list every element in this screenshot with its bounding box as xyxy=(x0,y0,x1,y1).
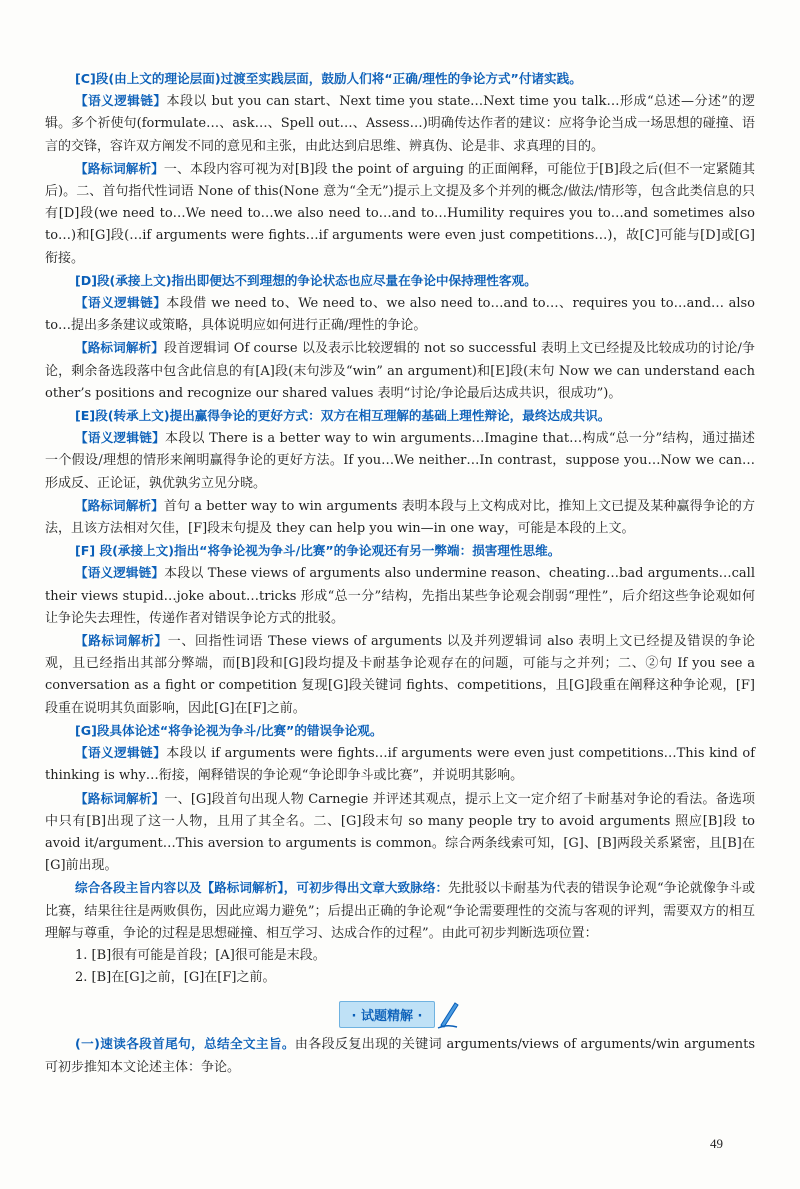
signpost-text: 一、回指性词语 These views of arguments 以及并列逻辑词 also 表明上文已经提及错误的争论观，且已经指出其部分弊端，而[B]段和[G]段均提及卡耐基争论观存在的问题，可能与之并列；二、②句 If you see a conversation as a fight or competition 复现[G]段关键词 fights、competitions，且[G]段重在阐释这种争论观，[F]段重在说明其负面影响，因此[G]在[F]之前。 xyxy=(45,634,756,716)
signpost-d xyxy=(45,337,755,405)
semantic-logic-text: 本段以 These views of arguments also undermine reason、cheating…bad arguments…call their views stupid…joke about…tricks 形成“总一分”结构，先指出某些争论观会削弱“理性”，后介绍这些争论观如何让争论失去理性，传递作者对错误争论方式的批驳。 xyxy=(45,566,755,626)
semantic-logic-f xyxy=(45,562,755,630)
paragraph-f-summary: [F] 段(承接上文)指出“将争论视为争斗/比赛”的争论观还有另一弊端：损害理性思维。 xyxy=(75,543,561,559)
semantic-logic-d xyxy=(45,292,755,337)
page-content xyxy=(45,68,755,1079)
signpost-tag: 【路标词解析】 xyxy=(75,497,164,513)
semantic-logic-text: 本段以 There is a better way to win arguments…Imagine that…构成“总一分”结构，通过描述一个假设/理想的情形来阐明赢得争论的更好方法。If you…We neither…In contrast，suppose you…Now we can…形成反、正论证，孰优孰劣立见分晓。 xyxy=(45,431,756,491)
overall-structure xyxy=(45,877,755,945)
signpost-tag: 【路标词解析】 xyxy=(75,160,164,176)
signpost-text: 一、[G]段首句出现人物 Carnegie 并评述其观点，提示上文一定介绍了卡耐基对争论的看法。备选项中只有[B]出现了这一人物，且用了其全名。二、[G]段末句 so many people try to avoid arguments 照应[B]段 to avoid it/argument…This aversion to arguments is common。综合两条线索可知，[G]、[B]两段关系紧密，且[B]在[G]前出现。 xyxy=(45,791,755,874)
semantic-logic-tag: 【语义逻辑链】 xyxy=(75,93,167,109)
overall-structure-text: 先批驳以卡耐基为代表的错误争论观“争论就像争斗或比赛，结果往往是两败俱伤，因此应竭力避免”；后提出正确的争论观“争论需要理性的交流与客观的评判，需要双方的相互理解与尊重，争论的过程是思想碰撞、相互学习、达成合作的过程”。由此可初步判断选项位置： xyxy=(45,881,755,941)
list-item: 1. [B]很有可能是首段；[A]很可能是末段。 xyxy=(75,947,326,963)
speed-read-heading: (一)速读各段首尾句，总结全文主旨。 xyxy=(75,1036,295,1052)
section-banner-row xyxy=(45,995,755,1029)
semantic-logic-tag: 【语义逻辑链】 xyxy=(75,430,165,446)
semantic-logic-tag: 【语义逻辑链】 xyxy=(75,745,167,761)
semantic-logic-text: 本段借 we need to、We need to、we also need to…and to…、requires you to…and… also to…提出多条建议或策略，具体说明应如何进行正确/理性的争论。 xyxy=(45,296,756,334)
signpost-tag: 【路标词解析】 xyxy=(75,790,165,806)
signpost-text: 段首逻辑词 Of course 以及表示比较逻辑的 not so successful 表明上文已经提及比较成功的讨论/争论，剩余备选段落中包含此信息的有[A]段(末句涉及“win” an argument)和[E]段(末句 Now we can understand each other’s positions and recognize our shared values 表明“讨论/争论最后达成共识，很成功”)。 xyxy=(45,341,755,401)
semantic-logic-e xyxy=(45,427,755,495)
semantic-logic-g xyxy=(45,742,755,787)
semantic-logic-text: 本段以 if arguments were fights…if arguments were even just competitions…This kind of thinking is why…衔接，阐释错误的争论观“争论即争斗或比赛”，并说明其影响。 xyxy=(45,746,756,784)
signpost-tag: 【路标词解析】 xyxy=(75,633,168,649)
paragraph-e-summary: [E]段(转承上文)提出赢得争论的更好方式：双方在相互理解的基础上理性辩论，最终达成共识。 xyxy=(75,408,611,424)
semantic-logic-text: 本段以 but you can start、Next time you state…Next time you talk…形成“总述—分述”的逻辑。多个祈使句(formulate…、ask…、Spell out…、Assess…)明确传达作者的建议：应将争论当成一场思想的碰撞、语言的交锋，容许双方阐发不同的意见和主张，由此达到启思维、辨真伪、论是非、求真理的目的。 xyxy=(45,94,756,154)
list-item: 2. [B]在[G]之前，[G]在[F]之前。 xyxy=(75,970,276,986)
section-banner xyxy=(339,1001,436,1028)
paragraph-c-summary: [C]段(由上文的理论层面)过渡至实践层面，鼓励人们将“正确/理性的争论方式”付诸实践。 xyxy=(75,71,582,86)
signpost-e xyxy=(45,495,755,540)
section-banner-label: · 试题精解 · xyxy=(351,1009,423,1025)
signpost-tag: 【路标词解析】 xyxy=(75,340,164,356)
overall-structure-lead: 综合各段主旨内容以及【路标词解析】，可初步得出文章大致脉络： xyxy=(75,880,449,896)
semantic-logic-tag: 【语义逻辑链】 xyxy=(75,295,167,311)
signpost-c xyxy=(45,158,755,270)
semantic-logic-tag: 【语义逻辑链】 xyxy=(75,565,165,581)
signpost-text: 首句 a better way to win arguments 表明本段与上文构成对比，推知上文已提及某种赢得争论的方法，且该方法相对欠佳，[F]段末句提及 they can help you win—in one way，可能是本段的上文。 xyxy=(45,498,755,537)
signpost-f xyxy=(45,630,755,720)
speed-read-section xyxy=(45,1033,755,1078)
paragraph-g-summary: [G]段具体论述“将争论视为争斗/比赛”的错误争论观。 xyxy=(75,722,383,738)
semantic-logic-c xyxy=(45,90,755,158)
signpost-text: 一、本段内容可视为对[B]段 the point of arguing 的正面阐释，可能位于[B]段之后(但不一定紧随其后)。二、首句指代性词语 None of this(None 意为“全无”)提示上文提及多个并列的概念/做法/情形等，包含此类信息的只有[D]段(we need to…We need to…we also need to…and to…Humility requires you to…and sometimes also to…)和[G]段(…if arguments were fights…if arguments were even just competitions…)，故[C]可能与[D]或[G]衔接。 xyxy=(45,161,755,266)
page-number: 49 xyxy=(710,1136,723,1151)
speed-read-text: 由各段反复出现的关键词 arguments/views of arguments/win arguments 可初步推知本文论述主体：争论。 xyxy=(45,1037,755,1075)
paragraph-d-summary: [D]段(承接上文)指出即便达不到理想的争论状态也应尽量在争论中保持理性客观。 xyxy=(75,272,537,288)
signpost-g xyxy=(45,788,755,878)
pen-icon xyxy=(437,999,461,1033)
